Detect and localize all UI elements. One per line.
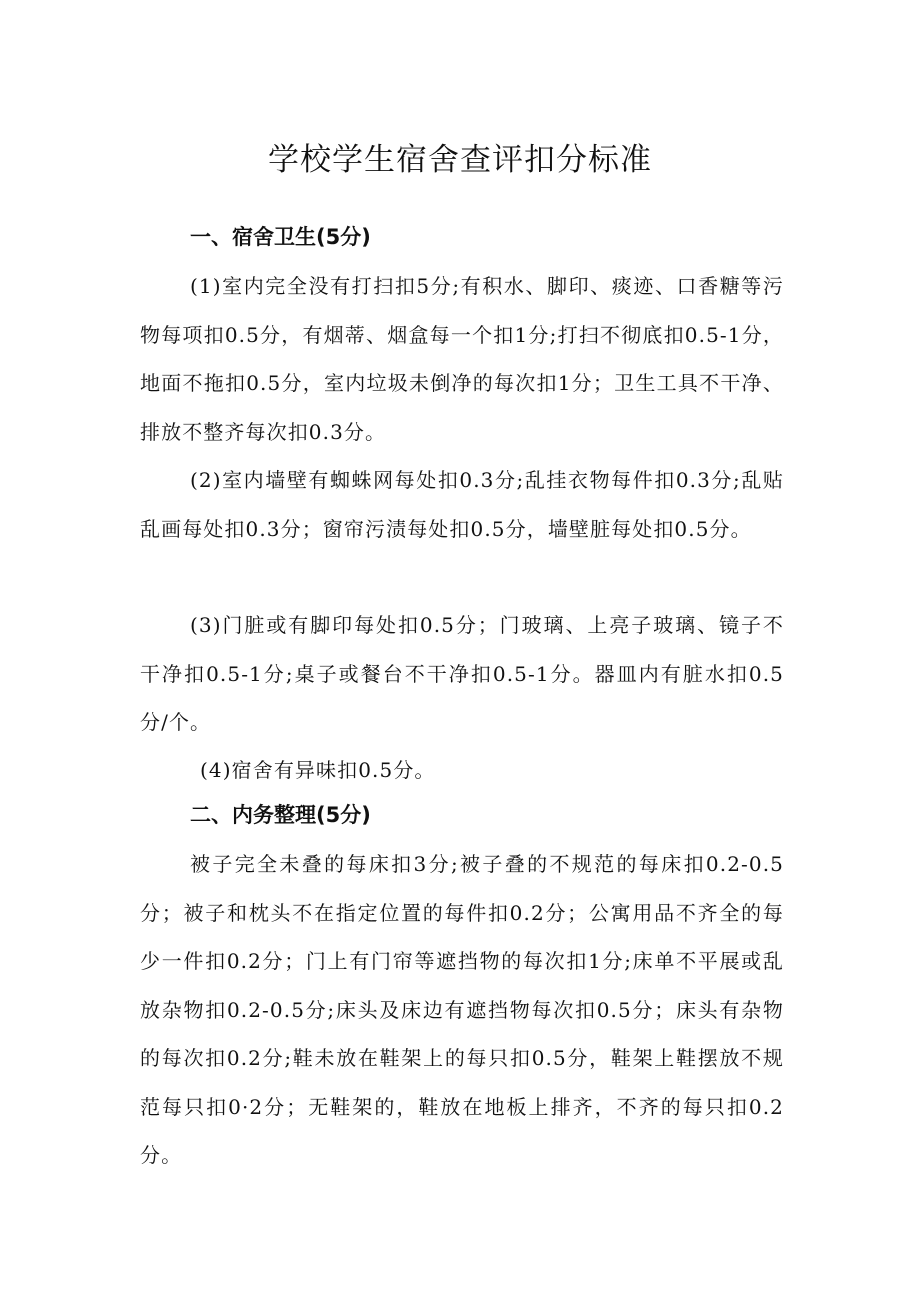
hygiene-paragraph-2: (2)室内墙壁有蜘蛛网每处扣0.3分;乱挂衣物每件扣0.3分;乱贴乱画每处扣0.3分；窗帘污渍每处扣0.5分，墙壁脏每处扣0.5分。 <box>140 468 784 541</box>
hygiene-paragraph-4: (4)宿舍有异味扣0.5分。 <box>200 758 436 782</box>
section-heading-hygiene: 一、宿舍卫生(5分) <box>190 225 371 249</box>
hygiene-paragraph-3: (3)门脏或有脚印每处扣0.5分；门玻璃、上亮子玻璃、镜子不干净扣0.5-1分;桌子或餐台不干净扣0.5-1分。器皿内有脏水扣0.5分/个。 <box>140 613 784 734</box>
housekeeping-paragraph-1: 被子完全未叠的每床扣3分;被子叠的不规范的每床扣0.2-0.5分；被子和枕头不在指定位置的每件扣0.2分；公寓用品不齐全的每少一件扣0.2分；门上有门帘等遮挡物的每次扣1分;床单不平展或乱放杂物扣0.2-0.5分;床头及床边有遮挡物每次扣0.5分；床头有杂物的每次扣0.2分;鞋未放在鞋架上的每只扣0.5分，鞋架上鞋摆放不规范每只扣0·2分；无鞋架的，鞋放在地板上排齐，不齐的每只扣0.2分。 <box>140 852 784 1167</box>
section-heading-housekeeping: 二、内务整理(5分) <box>190 803 371 827</box>
document-title: 学校学生宿舍查评扣分标准 <box>268 142 652 178</box>
hygiene-paragraph-1: (1)室内完全没有打扫扣5分;有积水、脚印、痰迹、口香糖等污物每项扣0.5分，有烟蒂、烟盒每一个扣1分;打扫不彻底扣0.5-1分，地面不拖扣0.5分，室内垃圾未倒净的每次扣1分；卫生工具不干净、排放不整齐每次扣0.3分。 <box>140 274 784 444</box>
